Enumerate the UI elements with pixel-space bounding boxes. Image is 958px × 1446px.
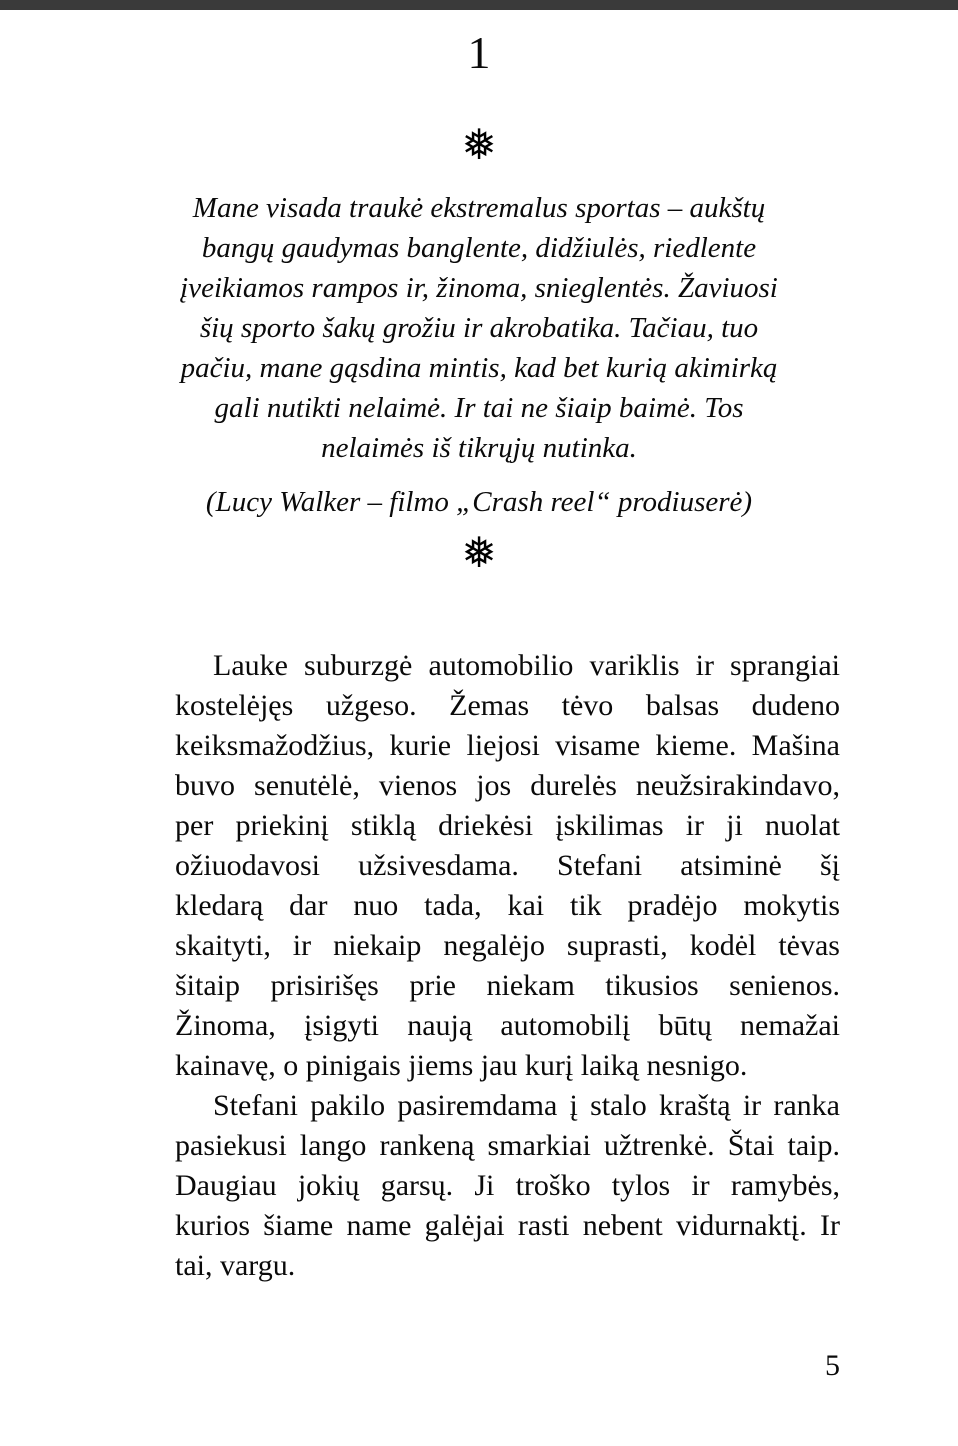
epigraph-line: gali nutikti nelaimė. Ir tai ne šiaip baimė. Tos — [214, 392, 744, 424]
body-line: buvo senutėlė, vienos jos durelės neužsirakindavo, — [175, 769, 840, 802]
body-line: Stefani pakilo pasiremdama į stalo kraštą ir ranka — [213, 1089, 840, 1122]
body-line: skaityti, ir niekaip negalėjo suprasti, kodėl tėvas — [175, 929, 840, 962]
body-line: šitaip prisirišęs prie niekam tikusios senienos. — [175, 969, 840, 1002]
epigraph-attribution: (Lucy Walker – filmo „Crash reel“ prodiuserė) — [205, 486, 753, 518]
body-text — [175, 646, 840, 1286]
window-top-bar — [0, 0, 958, 10]
body-line: kledarą dar nuo tada, kai tik pradėjo mokytis — [175, 889, 840, 922]
body-line: kainavę, o pinigais jiems jau kurį laiką nesnigo. — [175, 1049, 748, 1082]
body-line: Daugiau jokių garsų. Ji troško tylos ir ramybės, — [175, 1169, 840, 1202]
epigraph-line: pačiu, mane gąsdina mintis, kad bet kurią akimirką — [180, 352, 778, 384]
body-line: tai, vargu. — [175, 1249, 296, 1282]
paragraph — [175, 1086, 840, 1286]
body-line: kostelėjęs užgeso. Žemas tėvo balsas dudeno — [175, 689, 840, 722]
body-line: per priekinį stiklą driekėsi įskilimas ir ji nuolat — [175, 809, 840, 842]
epigraph-line: nelaimės iš tikrųjų nutinka. — [321, 432, 637, 464]
epigraph-line: Mane visada traukė ekstremalus sportas – aukštų — [192, 192, 766, 224]
body-line: Žinoma, įsigyti naują automobilį būtų nemažai — [175, 1009, 840, 1042]
chapter-number: 1 — [467, 27, 491, 78]
body-line: kurios šiame name galėjai rasti nebent vidurnaktį. Ir — [175, 1209, 840, 1242]
body-line: pasiekusi lango rankeną smarkiai užtrenkė. Štai taip. — [175, 1129, 840, 1162]
snowflake-icon: ❅ — [461, 528, 497, 577]
paragraph — [175, 646, 840, 1086]
page-number: 5 — [825, 1349, 840, 1382]
snowflake-icon: ❅ — [461, 120, 497, 169]
body-line: ožiuodavosi užsivesdama. Stefani atsiminė šį — [175, 849, 840, 882]
epigraph-line: šių sporto šakų grožiu ir akrobatika. Tačiau, tuo — [199, 312, 759, 344]
body-line: keiksmažodžius, kurie liejosi visame kieme. Mašina — [175, 729, 840, 762]
epigraph-line: bangų gaudymas banglente, didžiulės, riedlente — [201, 232, 757, 264]
body-line: Lauke suburzgė automobilio variklis ir sprangiai — [213, 649, 840, 682]
epigraph-line: įveikiamos rampos ir, žinoma, snieglentės. Žaviuosi — [180, 272, 778, 304]
epigraph — [129, 188, 829, 468]
